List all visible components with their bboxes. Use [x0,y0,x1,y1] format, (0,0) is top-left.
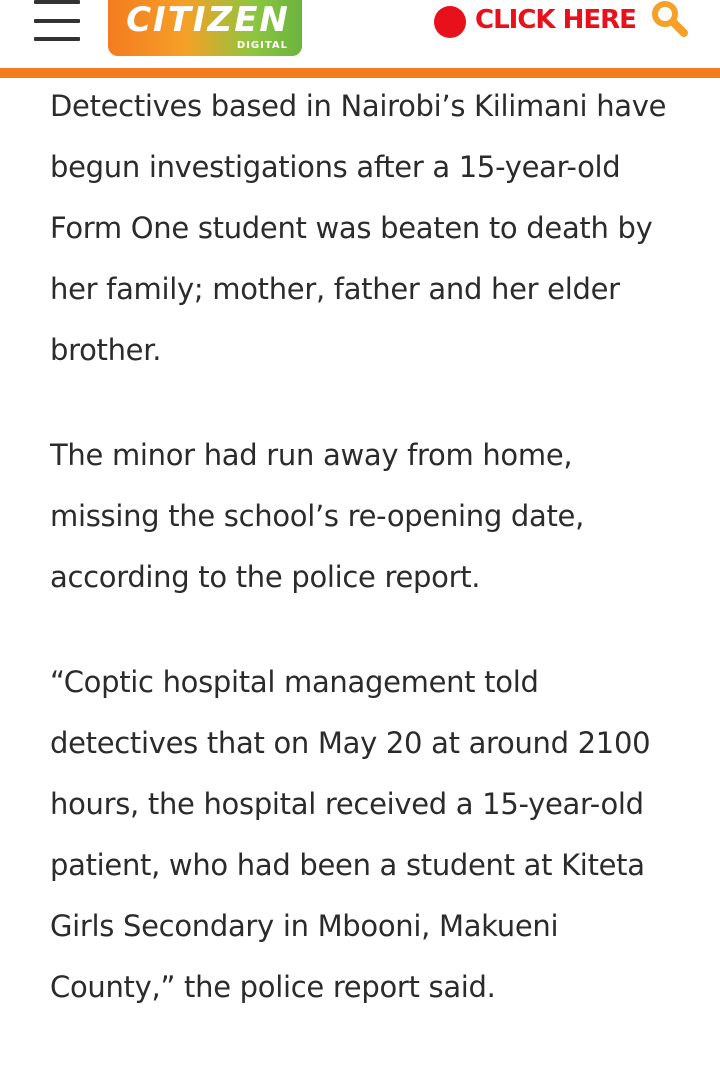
search-icon[interactable] [648,0,692,40]
click-here-link[interactable]: CLICK HERE [475,5,636,35]
hamburger-menu-icon[interactable] [34,0,80,42]
logo-text: CITIZEN [126,0,290,40]
live-indicator-icon[interactable] [434,6,466,38]
citizen-digital-logo[interactable] [108,0,302,56]
article-paragraph: The minor had run away from home, missing the school’s re-opening date, according to the police report. [50,438,584,594]
article-paragraph: “Coptic hospital management told detectives that on May 20 at around 2100 hours, the hospital received a 15-year-old patient, who had been a student at Kiteta Girls Secondary in Mbooni, Makueni County,” the police report said. [50,665,651,1004]
logo-subtext: DIGITAL [236,40,288,51]
article-paragraph: Detectives based in Nairobi’s Kilimani have begun investigations after a 15-year-old Form One student was beaten to death by her family; mother, father and her elder brother. [50,89,667,367]
search-glyph [648,0,692,40]
site-header [0,0,720,68]
article-body [50,76,680,1062]
